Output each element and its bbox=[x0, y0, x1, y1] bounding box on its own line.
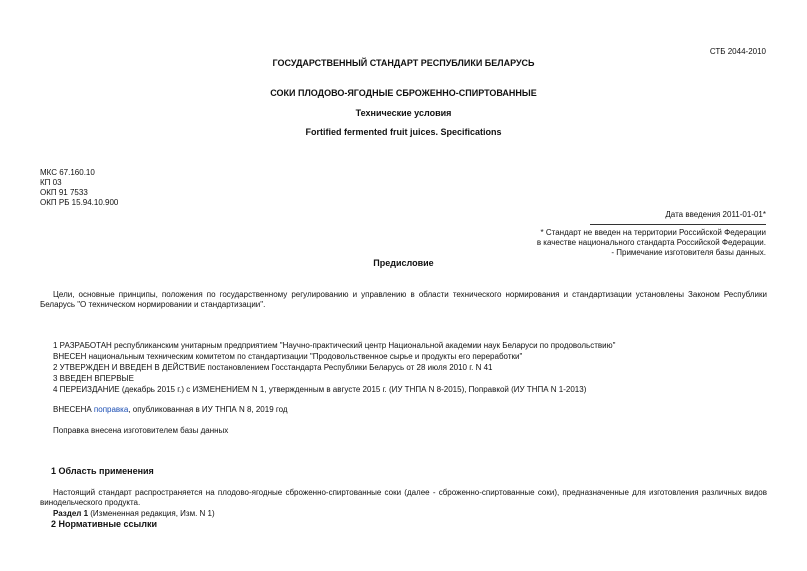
foreword-paragraph: Цели, основные принципы, положения по государственному регулированию и управлению в области технического нормирования и стандартизации установлены Законом Республики Беларусь "О техническом нормировании и стандартизации". bbox=[40, 290, 767, 309]
classification-code: ОКП РБ 15.94.10.900 bbox=[40, 198, 119, 207]
amendment-link[interactable]: поправка bbox=[93, 405, 129, 414]
foreword-item: ВНЕСЕН национальным техническим комитетом по стандартизации "Продовольственное сырье и продукты его переработки" bbox=[53, 352, 523, 361]
section-1-heading: 1 Область применения bbox=[51, 466, 154, 476]
english-title: Fortified fermented fruit juices. Specifications bbox=[305, 127, 502, 137]
section-1-change-note bbox=[53, 509, 215, 519]
section-1-change-text: (Измененная редакция, Изм. N 1) bbox=[88, 509, 215, 518]
section-1-label: Раздел 1 bbox=[53, 509, 89, 518]
foreword-item: 1 РАЗРАБОТАН республиканским унитарным предприятием "Научно-практический центр Национальной академии наук Беларуси по продовольствию" bbox=[53, 341, 616, 350]
amendment-line bbox=[53, 405, 288, 415]
footnote-line: в качестве национального стандарта Российской Федерации. bbox=[536, 238, 766, 247]
foreword-heading: Предисловие bbox=[373, 258, 434, 268]
section-2-heading: 2 Нормативные ссылки bbox=[51, 519, 157, 529]
introduction-date: Дата введения 2011-01-01* bbox=[665, 210, 766, 219]
amendment-prefix: ВНЕСЕНА bbox=[53, 405, 94, 414]
amendment-suffix: , опубликованная в ИУ ТНПА N 8, 2019 год bbox=[128, 405, 288, 414]
foreword-item: 4 ПЕРЕИЗДАНИЕ (декабрь 2015 г.) с ИЗМЕНЕНИЕМ N 1, утвержденным в августе 2015 г. (ИУ ТНПА N 8-2015), Поправкой (ИУ ТНПА N 1-2013) bbox=[53, 385, 587, 394]
classification-code: КП 03 bbox=[40, 178, 62, 187]
state-standard-heading: ГОСУДАРСТВЕННЫЙ СТАНДАРТ РЕСПУБЛИКИ БЕЛАРУСЬ bbox=[272, 58, 535, 68]
footnote-divider bbox=[590, 224, 766, 225]
document-subtitle: Технические условия bbox=[355, 108, 452, 118]
classification-code: МКС 67.160.10 bbox=[40, 168, 95, 177]
classification-code: ОКП 91 7533 bbox=[40, 188, 88, 197]
footnote-line: * Стандарт не введен на территории Российской Федерации bbox=[540, 228, 766, 237]
amendment-note: Поправка внесена изготовителем базы данных bbox=[53, 426, 229, 435]
document-title: СОКИ ПЛОДОВО-ЯГОДНЫЕ СБРОЖЕННО-СПИРТОВАННЫЕ bbox=[270, 88, 537, 98]
foreword-item: 3 ВВЕДЕН ВПЕРВЫЕ bbox=[53, 374, 134, 383]
section-1-paragraph: Настоящий стандарт распространяется на плодово-ягодные сброженно-спиртованные соки (далее - сброженно-спиртованные соки), предназначенные для изготовления различных видов винодельческого продукта. bbox=[40, 488, 767, 507]
footnote-line: - Примечание изготовителя базы данных. bbox=[611, 248, 766, 257]
foreword-item: 2 УТВЕРЖДЕН И ВВЕДЕН В ДЕЙСТВИЕ постановлением Госстандарта Республики Беларусь от 28 июля 2010 г. N 41 bbox=[53, 363, 493, 372]
document-code: СТБ 2044-2010 bbox=[709, 47, 766, 56]
